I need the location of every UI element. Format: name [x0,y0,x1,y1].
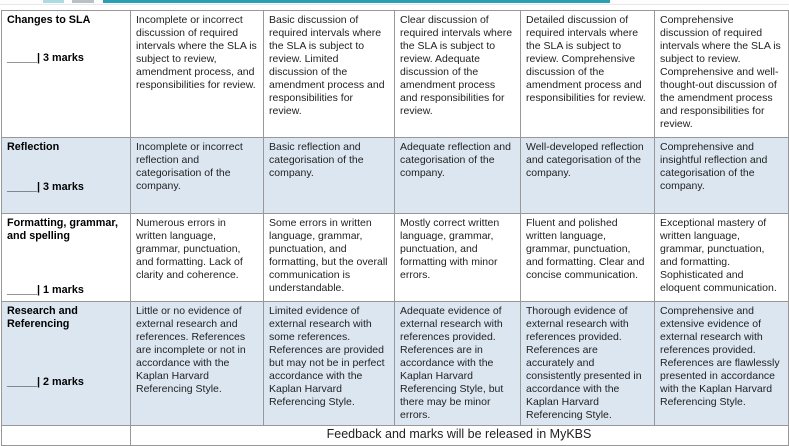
rubric-cell: Well-developed reflection and categorisation of the company. [521,138,655,214]
rubric-cell: Limited evidence of external research with some references. References are provided but may not be in perfect accordance with the Kaplan Harvard Referencing Style. [264,302,395,426]
criterion-marks: _____| 1 marks [7,283,84,296]
feedback-release-note: Feedback and marks will be released in MyKBS [131,426,789,446]
criterion-cell [2,302,131,426]
criterion-cell [2,138,131,214]
toolbar-fragment-cyan-icon [43,0,64,3]
toolbar-teal-bar [103,0,610,3]
criterion-title: Formatting, grammar, and spelling [7,217,118,243]
criterion-marks: _____| 2 marks [7,375,84,388]
rubric-cell: Some errors in written language, grammar, punctuation, and formatting, but the overall communication is understandable. [264,214,395,302]
criterion-title: Reflection [7,141,60,153]
criterion-marks: _____| 3 marks [7,52,84,65]
criterion-cell [2,214,131,302]
rubric-cell: Numerous errors in written language, grammar, punctuation, and formatting. Lack of clarity and coherence. [131,214,264,302]
rubric-cell: Fluent and polished written language, grammar, punctuation, and formatting. Clear and concise communication. [521,214,655,302]
criterion-cell [2,11,131,138]
footer-empty-cell [2,426,131,446]
rubric-cell: Little or no evidence of external research and references. References are incomplete or not in accordance with the Kaplan Harvard Referencing Style. [131,302,264,426]
rubric-cell: Basic reflection and categorisation of the company. [264,138,395,214]
criterion-title: Changes to SLA [7,14,91,26]
criterion-title: Research and Referencing [7,305,78,331]
rubric-row-reflection [2,138,789,214]
toolbar-fragment-gray-icon [72,0,94,3]
rubric-row-research-referencing [2,302,789,426]
rubric-cell: Adequate reflection and categorisation of the company. [395,138,521,214]
rubric-cell: Basic discussion of required intervals where the SLA is subject to review. Limited discussion of the amendment process and responsibilities for review. [264,11,395,138]
rubric-cell: Incomplete or incorrect reflection and categorisation of the company. [131,138,264,214]
cutoff-toolbar-strip [0,0,789,5]
rubric-cell: Clear discussion of required intervals where the SLA is subject to review. Adequate discussion of the amendment process and responsibilities for review. [395,11,521,138]
rubric-cell: Incomplete or incorrect discussion of required intervals where the SLA is subject to review, amendment process, and responsibilities for review. [131,11,264,138]
rubric-cell: Detailed discussion of required intervals where the SLA is subject to review. Comprehensive discussion of the amendment process and responsibilities for review. [521,11,655,138]
rubric-cell: Comprehensive discussion of required intervals where the SLA is subject to review. Comprehensive and well-thought-out discussion of the amendment process and responsibilities for review. [655,11,789,138]
rubric-cell: Adequate evidence of external research with references provided. References are in accordance with the Kaplan Harvard Referencing Style, but there may be minor errors. [395,302,521,426]
rubric-cell: Comprehensive and extensive evidence of external research with references provided. References are flawlessly presented in accordance with the Kaplan Harvard Referencing Style. [655,302,789,426]
rubric-cell: Exceptional mastery of written language, grammar, punctuation, and formatting. Sophisticated and eloquent communication. [655,214,789,302]
rubric-cell: Thorough evidence of external research with references provided. References are accurately and consistently presented in accordance with the Kaplan Harvard Referencing Style. [521,302,655,426]
criterion-marks: _____| 3 marks [7,181,84,194]
rubric-footer-row [2,426,789,446]
rubric-row-formatting-grammar-spelling [2,214,789,302]
rubric-row-changes-to-sla [2,11,789,138]
rubric-cell: Comprehensive and insightful reflection and categorisation of the company. [655,138,789,214]
rubric-table [1,10,789,446]
rubric-cell: Mostly correct written language, grammar, punctuation, and formatting with minor errors. [395,214,521,302]
